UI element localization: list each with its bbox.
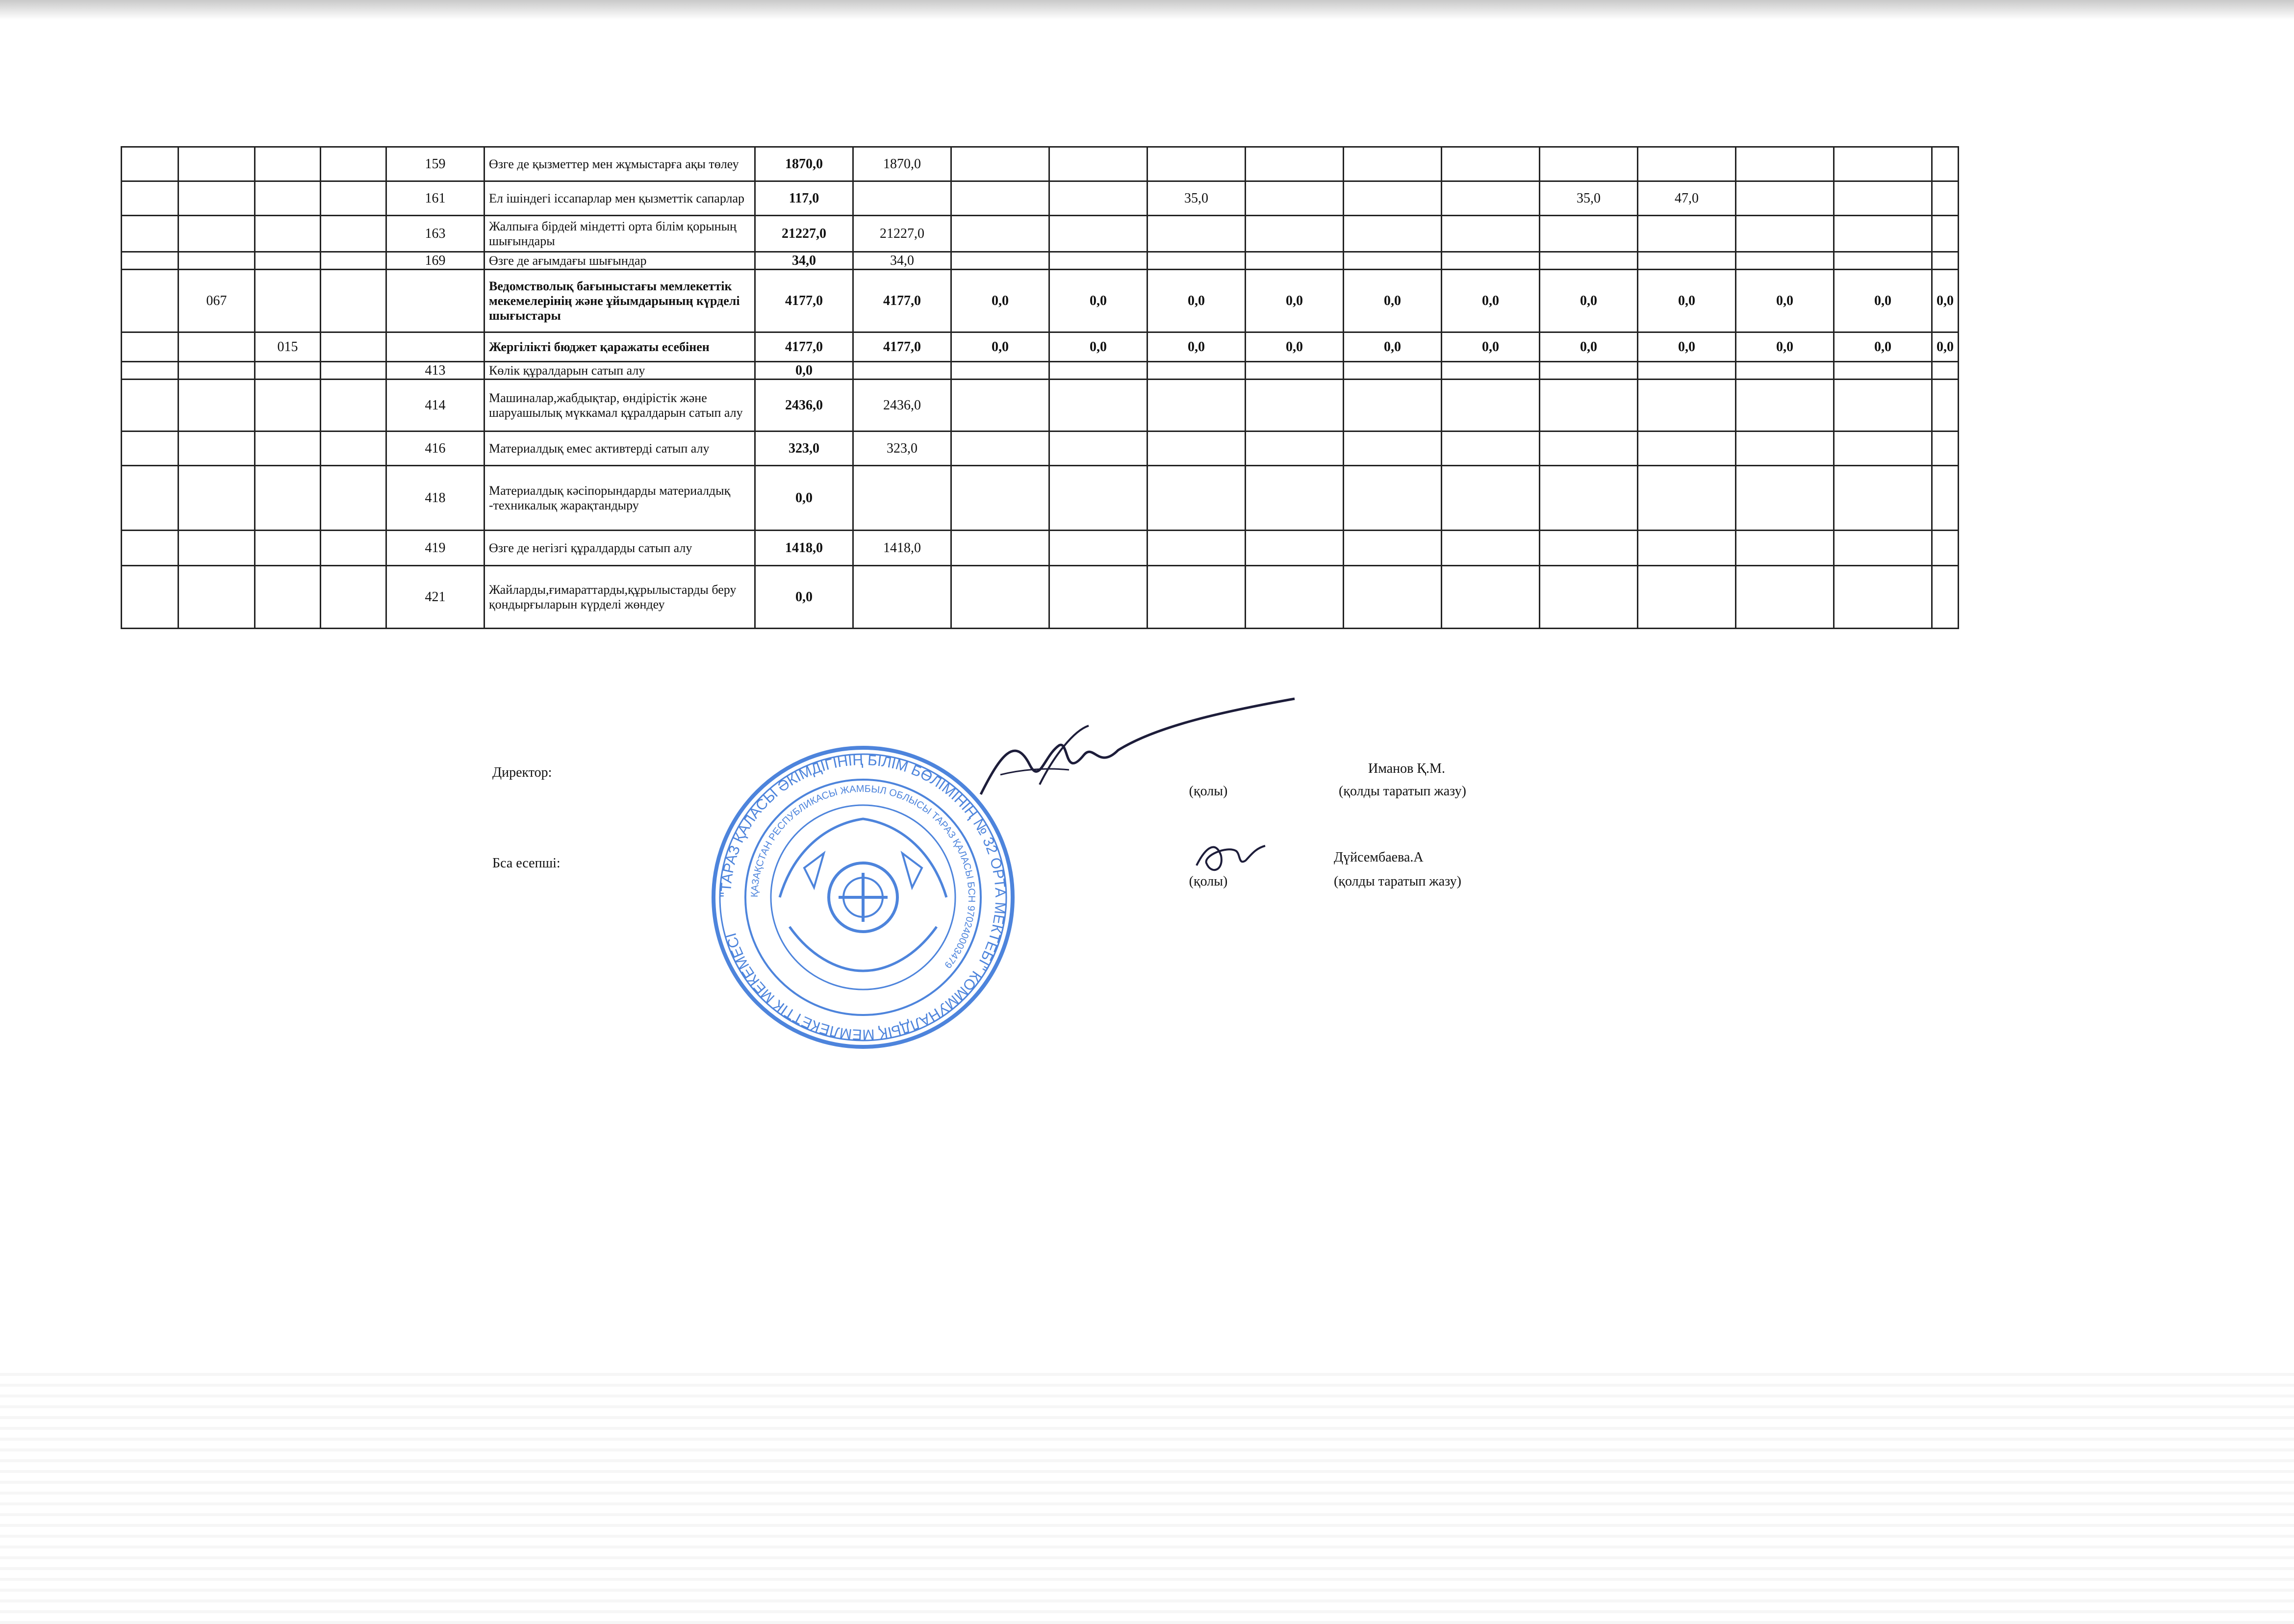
- month-value-cell: [1540, 380, 1638, 431]
- month-value-cell: [1834, 362, 1932, 380]
- month-value-cell: [1638, 380, 1736, 431]
- month-value-cell: [1442, 466, 1540, 531]
- table-row: [122, 216, 1959, 252]
- month-value-cell: [1442, 380, 1540, 431]
- program-cell: [178, 252, 255, 270]
- month-value-cell: [1442, 252, 1540, 270]
- table-row: [122, 252, 1959, 270]
- month-value-cell: [1932, 252, 1959, 270]
- subprogram-cell: [255, 431, 321, 466]
- empty-cell: [321, 566, 386, 629]
- specific-cell: 419: [386, 531, 484, 566]
- month-value-cell: 0,0: [1147, 332, 1246, 362]
- month-value-cell: [1344, 531, 1442, 566]
- table-row: [122, 466, 1959, 531]
- month-value-cell: [1540, 531, 1638, 566]
- month-value-cell: [1246, 362, 1344, 380]
- month-value-cell: [1736, 566, 1834, 629]
- expense-name-cell: Жалпыға бірдей міндетті орта білім қорының шығындары: [484, 216, 755, 252]
- subprogram-cell: [255, 531, 321, 566]
- month-value-cell: [1147, 147, 1246, 181]
- month-value-cell: [1834, 252, 1932, 270]
- stamp-outer-text: "ТАРАЗ ҚАЛАСЫ ӘКІМДІГІНІҢ БІЛІМ БӨЛІМІНІҢ № 32 ОРТА МЕКТЕБІ" КОММУНАЛДЫҚ МЕМЛЕКЕТТІК МЕКЕМЕСІ: [717, 752, 1009, 1043]
- month-value-cell: [1736, 431, 1834, 466]
- total-cell: 117,0: [755, 181, 853, 216]
- accountant-signature: [1192, 836, 1270, 880]
- function-group-cell: [122, 566, 178, 629]
- month-value-cell: [951, 566, 1049, 629]
- month-value-cell: [1932, 531, 1959, 566]
- total-cell: 1870,0: [755, 147, 853, 181]
- month-value-cell: 0,0: [1540, 332, 1638, 362]
- expense-name-cell: Өзге де қызметтер мен жұмыстарға ақы төлеу: [484, 147, 755, 181]
- month-value-cell: [1344, 216, 1442, 252]
- month-value-cell: [1736, 216, 1834, 252]
- month-value-cell: [1246, 181, 1344, 216]
- table-row: [122, 531, 1959, 566]
- table-row: [122, 147, 1959, 181]
- function-group-cell: [122, 147, 178, 181]
- month-value-cell: [1147, 466, 1246, 531]
- month-value-cell: 0,0: [1442, 270, 1540, 332]
- function-group-cell: [122, 270, 178, 332]
- month-value-cell: [1147, 566, 1246, 629]
- empty-cell: [321, 362, 386, 380]
- month-value-cell: 1418,0: [853, 531, 951, 566]
- month-value-cell: 0,0: [1932, 270, 1959, 332]
- month-value-cell: 0,0: [1049, 332, 1147, 362]
- month-value-cell: [951, 181, 1049, 216]
- month-value-cell: [1246, 431, 1344, 466]
- empty-cell: [321, 252, 386, 270]
- month-value-cell: [1246, 380, 1344, 431]
- expense-name-cell: Өзге де ағымдағы шығындар: [484, 252, 755, 270]
- month-value-cell: [1246, 216, 1344, 252]
- total-cell: 4177,0: [755, 332, 853, 362]
- month-value-cell: [1736, 147, 1834, 181]
- month-value-cell: 0,0: [1344, 270, 1442, 332]
- scan-bleed-through: [0, 1369, 2294, 1624]
- month-value-cell: [1540, 147, 1638, 181]
- month-value-cell: [1147, 431, 1246, 466]
- month-value-cell: [1834, 466, 1932, 531]
- month-value-cell: [1147, 380, 1246, 431]
- month-value-cell: 0,0: [1049, 270, 1147, 332]
- month-value-cell: [1540, 252, 1638, 270]
- month-value-cell: [1638, 566, 1736, 629]
- expense-name-cell: Көлік құралдарын сатып алу: [484, 362, 755, 380]
- month-value-cell: [1736, 380, 1834, 431]
- table-row: [122, 181, 1959, 216]
- month-value-cell: [1736, 181, 1834, 216]
- month-value-cell: [1049, 216, 1147, 252]
- program-cell: [178, 216, 255, 252]
- function-group-cell: [122, 252, 178, 270]
- month-value-cell: [1540, 431, 1638, 466]
- director-signature: [971, 696, 1304, 814]
- month-value-cell: [1834, 147, 1932, 181]
- month-value-cell: [1049, 362, 1147, 380]
- month-value-cell: 47,0: [1638, 181, 1736, 216]
- month-value-cell: [1932, 216, 1959, 252]
- program-cell: 067: [178, 270, 255, 332]
- month-value-cell: [1246, 252, 1344, 270]
- program-cell: [178, 332, 255, 362]
- specific-cell: 161: [386, 181, 484, 216]
- month-value-cell: [1246, 566, 1344, 629]
- month-value-cell: 35,0: [1147, 181, 1246, 216]
- total-cell: 1418,0: [755, 531, 853, 566]
- month-value-cell: [853, 566, 951, 629]
- month-value-cell: [1049, 531, 1147, 566]
- month-value-cell: [1442, 566, 1540, 629]
- month-value-cell: 4177,0: [853, 270, 951, 332]
- month-value-cell: [1147, 252, 1246, 270]
- scan-top-shadow: [0, 0, 2294, 20]
- accountant-name-note: (қолды таратып жазу): [1334, 874, 1461, 889]
- director-name: Иманов Қ.М.: [1368, 761, 1445, 776]
- director-sign-note: (қолы): [1189, 784, 1228, 799]
- month-value-cell: 0,0: [1344, 332, 1442, 362]
- month-value-cell: 323,0: [853, 431, 951, 466]
- subprogram-cell: [255, 270, 321, 332]
- function-group-cell: [122, 431, 178, 466]
- month-value-cell: [1246, 466, 1344, 531]
- month-value-cell: 0,0: [951, 332, 1049, 362]
- month-value-cell: 4177,0: [853, 332, 951, 362]
- function-group-cell: [122, 466, 178, 531]
- month-value-cell: [1932, 566, 1959, 629]
- month-value-cell: [1736, 252, 1834, 270]
- month-value-cell: [1540, 216, 1638, 252]
- month-value-cell: [1246, 147, 1344, 181]
- program-cell: [178, 566, 255, 629]
- month-value-cell: 21227,0: [853, 216, 951, 252]
- table-row: [122, 380, 1959, 431]
- table-row: [122, 270, 1959, 332]
- expense-name-cell: Материалдық кәсіпорындарды материалдық -техникалық жарақтандыру: [484, 466, 755, 531]
- month-value-cell: [1638, 216, 1736, 252]
- empty-cell: [321, 216, 386, 252]
- month-value-cell: [951, 380, 1049, 431]
- month-value-cell: [1932, 362, 1959, 380]
- month-value-cell: 0,0: [1638, 332, 1736, 362]
- month-value-cell: [1932, 431, 1959, 466]
- month-value-cell: [1344, 362, 1442, 380]
- month-value-cell: [1344, 431, 1442, 466]
- expense-name-cell: Машиналар,жабдықтар, өндірістік және шаруашылық мүккамал құралдарын сатып алу: [484, 380, 755, 431]
- month-value-cell: [1344, 252, 1442, 270]
- month-value-cell: [951, 216, 1049, 252]
- month-value-cell: [1932, 147, 1959, 181]
- subprogram-cell: [255, 466, 321, 531]
- month-value-cell: [1049, 181, 1147, 216]
- specific-cell: 414: [386, 380, 484, 431]
- month-value-cell: [1540, 566, 1638, 629]
- month-value-cell: [1638, 431, 1736, 466]
- month-value-cell: [1049, 466, 1147, 531]
- subprogram-cell: [255, 380, 321, 431]
- month-value-cell: [1834, 431, 1932, 466]
- month-value-cell: [1442, 362, 1540, 380]
- specific-cell: 159: [386, 147, 484, 181]
- accountant-sign-note: (қолы): [1189, 874, 1228, 889]
- specific-cell: 413: [386, 362, 484, 380]
- table-row: [122, 566, 1959, 629]
- month-value-cell: 0,0: [1736, 332, 1834, 362]
- subprogram-cell: [255, 216, 321, 252]
- function-group-cell: [122, 332, 178, 362]
- program-cell: [178, 431, 255, 466]
- month-value-cell: [1049, 380, 1147, 431]
- month-value-cell: 0,0: [1147, 270, 1246, 332]
- month-value-cell: [1834, 181, 1932, 216]
- total-cell: 2436,0: [755, 380, 853, 431]
- expense-name-cell: Ведомстволық бағыныстағы мемлекеттік мекемелерінің және ұйымдарының күрделі шығыстары: [484, 270, 755, 332]
- empty-cell: [321, 270, 386, 332]
- month-value-cell: [853, 181, 951, 216]
- month-value-cell: 0,0: [1638, 270, 1736, 332]
- expense-name-cell: Жайларды,ғимараттарды,құрылыстарды беру қондырғыларын күрделі жөндеу: [484, 566, 755, 629]
- month-value-cell: [1344, 380, 1442, 431]
- accountant-name: Дүйсембаева.А: [1334, 850, 1424, 865]
- month-value-cell: [853, 362, 951, 380]
- total-cell: 34,0: [755, 252, 853, 270]
- month-value-cell: [1344, 566, 1442, 629]
- total-cell: 21227,0: [755, 216, 853, 252]
- month-value-cell: [1834, 566, 1932, 629]
- subprogram-cell: [255, 147, 321, 181]
- specific-cell: 421: [386, 566, 484, 629]
- empty-cell: [321, 431, 386, 466]
- total-cell: 0,0: [755, 362, 853, 380]
- month-value-cell: [951, 362, 1049, 380]
- month-value-cell: [951, 252, 1049, 270]
- expense-name-cell: Өзге де негізгі құралдарды сатып алу: [484, 531, 755, 566]
- month-value-cell: [1736, 531, 1834, 566]
- function-group-cell: [122, 362, 178, 380]
- month-value-cell: [1638, 362, 1736, 380]
- month-value-cell: [1147, 362, 1246, 380]
- subprogram-cell: [255, 252, 321, 270]
- month-value-cell: 0,0: [1246, 332, 1344, 362]
- total-cell: 4177,0: [755, 270, 853, 332]
- month-value-cell: [1932, 181, 1959, 216]
- month-value-cell: [1834, 216, 1932, 252]
- subprogram-cell: 015: [255, 332, 321, 362]
- month-value-cell: [1246, 531, 1344, 566]
- expense-name-cell: Ел ішіндегі іссапарлар мен қызметтік сапарлар: [484, 181, 755, 216]
- expense-name-cell: Жергілікті бюджет қаражаты есебінен: [484, 332, 755, 362]
- month-value-cell: [951, 431, 1049, 466]
- accountant-label: Бса есепші:: [492, 856, 561, 871]
- month-value-cell: [1442, 181, 1540, 216]
- month-value-cell: [1540, 362, 1638, 380]
- official-stamp: [706, 740, 1020, 1054]
- month-value-cell: [1736, 362, 1834, 380]
- table-row: [122, 431, 1959, 466]
- program-cell: [178, 531, 255, 566]
- month-value-cell: 0,0: [1834, 270, 1932, 332]
- month-value-cell: [951, 531, 1049, 566]
- director-label: Директор:: [492, 765, 552, 780]
- table-row: [122, 332, 1959, 362]
- month-value-cell: [1049, 431, 1147, 466]
- specific-cell: 169: [386, 252, 484, 270]
- month-value-cell: 0,0: [951, 270, 1049, 332]
- month-value-cell: 35,0: [1540, 181, 1638, 216]
- empty-cell: [321, 181, 386, 216]
- month-value-cell: [1834, 531, 1932, 566]
- month-value-cell: 1870,0: [853, 147, 951, 181]
- month-value-cell: 0,0: [1932, 332, 1959, 362]
- program-cell: [178, 380, 255, 431]
- month-value-cell: [1049, 566, 1147, 629]
- month-value-cell: 0,0: [1246, 270, 1344, 332]
- empty-cell: [321, 466, 386, 531]
- program-cell: [178, 362, 255, 380]
- function-group-cell: [122, 380, 178, 431]
- month-value-cell: [1540, 466, 1638, 531]
- total-cell: 0,0: [755, 466, 853, 531]
- function-group-cell: [122, 181, 178, 216]
- month-value-cell: [1049, 147, 1147, 181]
- month-value-cell: 0,0: [1442, 332, 1540, 362]
- program-cell: [178, 466, 255, 531]
- program-cell: [178, 181, 255, 216]
- empty-cell: [321, 147, 386, 181]
- specific-cell: 163: [386, 216, 484, 252]
- month-value-cell: [1049, 252, 1147, 270]
- month-value-cell: [1932, 466, 1959, 531]
- stamp-inner-text: ҚАЗАҚСТАН РЕСПУБЛИКАСЫ ЖАМБЫЛ ОБЛЫСЫ ТАРАЗ ҚАЛАСЫ БСН 970240003479: [749, 783, 977, 970]
- function-group-cell: [122, 216, 178, 252]
- month-value-cell: [853, 466, 951, 531]
- table-row: [122, 362, 1959, 380]
- budget-table: [121, 146, 1959, 629]
- month-value-cell: [1932, 380, 1959, 431]
- specific-cell: [386, 332, 484, 362]
- month-value-cell: [1147, 531, 1246, 566]
- month-value-cell: [1638, 531, 1736, 566]
- month-value-cell: [1834, 380, 1932, 431]
- expense-name-cell: Материалдық емес активтерді сатып алу: [484, 431, 755, 466]
- specific-cell: 416: [386, 431, 484, 466]
- month-value-cell: [1442, 216, 1540, 252]
- month-value-cell: [1638, 252, 1736, 270]
- month-value-cell: 0,0: [1736, 270, 1834, 332]
- total-cell: 323,0: [755, 431, 853, 466]
- month-value-cell: [1638, 466, 1736, 531]
- subprogram-cell: [255, 362, 321, 380]
- specific-cell: 418: [386, 466, 484, 531]
- month-value-cell: [1147, 216, 1246, 252]
- month-value-cell: 2436,0: [853, 380, 951, 431]
- month-value-cell: [1344, 466, 1442, 531]
- month-value-cell: [1442, 147, 1540, 181]
- subprogram-cell: [255, 566, 321, 629]
- director-name-note: (қолды таратып жазу): [1339, 784, 1466, 799]
- month-value-cell: [1344, 147, 1442, 181]
- month-value-cell: [1442, 531, 1540, 566]
- month-value-cell: 0,0: [1540, 270, 1638, 332]
- program-cell: [178, 147, 255, 181]
- month-value-cell: [1638, 147, 1736, 181]
- empty-cell: [321, 531, 386, 566]
- specific-cell: [386, 270, 484, 332]
- function-group-cell: [122, 531, 178, 566]
- total-cell: 0,0: [755, 566, 853, 629]
- month-value-cell: 34,0: [853, 252, 951, 270]
- month-value-cell: [1344, 181, 1442, 216]
- empty-cell: [321, 332, 386, 362]
- subprogram-cell: [255, 181, 321, 216]
- month-value-cell: [1736, 466, 1834, 531]
- empty-cell: [321, 380, 386, 431]
- month-value-cell: [1442, 431, 1540, 466]
- month-value-cell: [951, 466, 1049, 531]
- month-value-cell: [951, 147, 1049, 181]
- month-value-cell: 0,0: [1834, 332, 1932, 362]
